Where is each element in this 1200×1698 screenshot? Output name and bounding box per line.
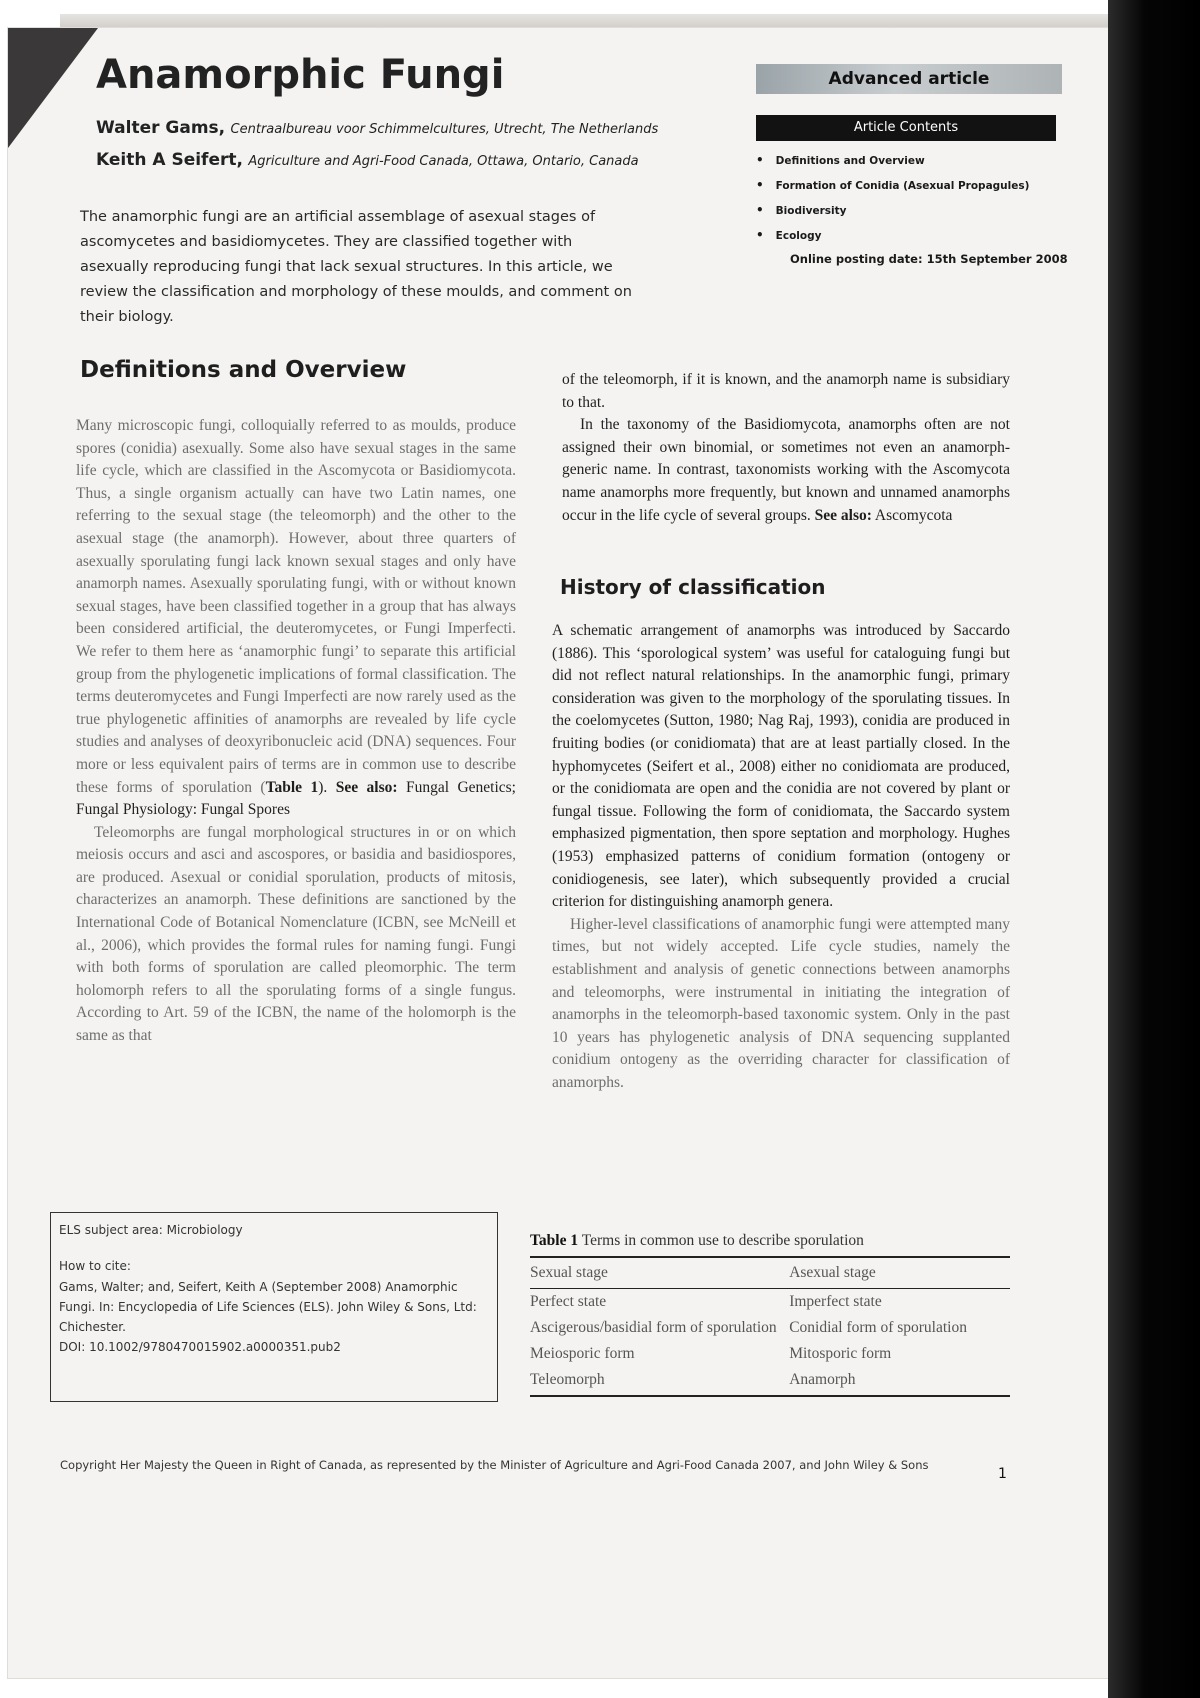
table-cell: Ascigerous/basidial form of sporulation	[530, 1319, 777, 1336]
table-cell: Perfect state	[530, 1293, 607, 1310]
page-number: 1	[998, 1466, 1007, 1482]
table-cell: Conidial form of sporulation	[789, 1319, 967, 1336]
paragraph	[76, 415, 516, 822]
author-affiliation: Centraalbureau voor Schimmelcultures, Utrecht, The Netherlands	[230, 122, 659, 137]
table-cell: Anamorph	[789, 1367, 1010, 1396]
table-ref-link[interactable]: Table 1	[265, 778, 319, 796]
banner-label: Advanced article	[828, 69, 990, 89]
online-posting-date	[790, 252, 1068, 266]
table-cell: Teleomorph	[530, 1367, 789, 1396]
contents-item[interactable]: • Biodiversity	[756, 198, 1029, 223]
see-also-label: See also:	[814, 506, 872, 524]
table-row	[530, 1367, 1010, 1396]
contents-item[interactable]: • Formation of Conidia (Asexual Propagules)	[756, 173, 1029, 198]
column-header: Sexual stage	[530, 1257, 789, 1289]
sporulation-table	[530, 1256, 1010, 1397]
advanced-article-banner	[756, 64, 1062, 94]
paragraph: Teleomorphs are fungal morphological structures in or on which meiosis occurs and asci and ascospores, or basidia and basidiospores, are produced. Asexual or conidial sporulation, products of mitosis, characterizes an anamorph. These definitions are sanctioned by the International Code of Botanical Nomenclature (ICBN, see McNeill et al., 2006), which provides the formal rules for naming fungi. Fungi with both forms of sporulation are called pleomorphic. The term holomorph refers to all the sporulating forms of a single fungus. According to Art. 59 of the ICBN, the name of the holomorph is the same as that	[76, 823, 516, 1045]
see-also-label: See also:	[335, 778, 398, 796]
article-contents-header: Article Contents	[756, 115, 1056, 141]
table-row	[530, 1315, 1010, 1341]
author-affiliation: Agriculture and Agri-Food Canada, Ottawa, Ontario, Canada	[248, 154, 639, 169]
author-line	[96, 150, 639, 170]
table-caption	[530, 1232, 1010, 1250]
paragraph	[562, 414, 1010, 527]
citation-box	[50, 1212, 498, 1402]
table-header-row	[530, 1257, 1010, 1289]
section-heading-history: History of classification	[560, 575, 826, 599]
history-column	[552, 620, 1010, 1094]
abstract: The anamorphic fungi are an artificial assemblage of asexual stages of ascomycetes and basidiomycetes. They are classified together with asexually reproducing fungi that lack sexual structures. In this article, we review the classification and morphology of these moulds, and comment on their biology.	[80, 209, 632, 325]
table-cell: Mitosporic form	[789, 1345, 892, 1362]
table-row	[530, 1289, 1010, 1316]
column-header: Asexual stage	[789, 1257, 1010, 1289]
paragraph-text: Many microscopic fungi, colloquially referred to as moulds, produce spores (conidia) asexually. Some also have sexual stages in the same life cycle, which are classified in the Ascomycota or Basidiomycota. Thus, a single organism actually can have two Latin names, one referring to the sexual stage (the teleomorph) and the other to the asexual stage (the anamorph). However, about three quarters of asexually sporulating fungi lack known sexual stages and only have anamorph names. Asexually sporulating fungi, with or without known sexual stages, have been classified together in a group that has always been considered artificial, the deuteromycetes, or Fungi Imperfecti. We refer to them here as ‘anamorphic fungi’ to separate this artificial group from the phylogenetic implications of formal classification. The terms deuteromycetes and Fungi Imperfecti are now rarely used as the true phylogenetic affinities of anamorphs are revealed by life cycle studies and analyses of deoxyribonucleic acid (DNA) sequences. Four more or less equivalent pairs of terms are in common use to describe these forms of sporulation (	[76, 417, 516, 796]
author-name: Keith A Seifert,	[96, 150, 243, 170]
folded-corner-shadow	[8, 28, 98, 148]
author-name: Walter Gams,	[96, 118, 226, 138]
table-1	[530, 1232, 1010, 1397]
paragraph: of the teleomorph, if it is known, and the anamorph name is subsidiary to that.	[562, 371, 1010, 411]
article-title: Anamorphic Fungi	[96, 52, 505, 98]
paragraph: Higher-level classifications of anamorphic fungi were attempted many times, but not widely accepted. Life cycle studies, namely the establishment and analysis of genetic connections between anamorphs and teleomorphs, were instrumental in initiating the integration of anamorphs in the teleomorph-based taxonomic system. Only in the past 10 years has phylogenetic analysis of DNA sequencing supplanted conidium ontogeny as the overriding character for classification of anamorphs.	[552, 915, 1010, 1091]
copyright-notice: Copyright Her Majesty the Queen in Right of Canada, as represented by the Minister of Agriculture and Agri-Food Canada 2007, and John Wiley & Sons	[60, 1458, 929, 1472]
how-to-cite-label: How to cite:	[59, 1259, 131, 1273]
paragraph-text: In the taxonomy of the Basidiomycota, anamorphs often are not assigned their own binomial, or sometimes not even an anamorph-generic name. In contrast, taxonomists working with the Ascomycota name anamorphs more frequently, but known and unnamed anamorphs occur in the life cycle of several groups.	[562, 416, 1010, 524]
left-column	[76, 415, 516, 1048]
table-cell: Meiosporic form	[530, 1345, 635, 1362]
background-edge	[1108, 0, 1200, 1698]
contents-item[interactable]: • Definitions and Overview	[756, 148, 1029, 173]
table-cell: Imperfect state	[789, 1293, 882, 1310]
section-heading-definitions: Definitions and Overview	[80, 357, 407, 383]
see-also-links[interactable]: Fungal Genetics; Fungal Physiology: Fungal Spores	[76, 778, 516, 819]
table-number: Table 1	[530, 1232, 579, 1249]
doi-text[interactable]: DOI: 10.1002/9780470015902.a0000351.pub2	[59, 1340, 341, 1354]
paragraph: A schematic arrangement of anamorphs was introduced by Saccardo (1886). This ‘sporological system’ was useful for cataloguing fungi but did not reflect natural relationships. In the anamorphic fungi, primary consideration was given to the morphology of the sporulating tissues. In the coelomycetes (Sutton, 1980; Nag Raj, 1993), conidia are produced in fruiting bodies (or conidiomata) that are at least partially closed. In the hyphomycetes (Seifert et al., 2008) either no conidiomata are produced, or the conidiomata are open and the conidia are not covered by plant or fungal tissue. Following the form of conidiomata, the Saccardo system emphasized pigmentation, then spore septation and morphology. Hughes (1953) emphasized patterns of conidium formation (ontogeny or conidiogenesis, see later), which subsequently provided a crucial criterion for distinguishing anamorph genera.	[552, 622, 1010, 911]
posting-label: Online posting date:	[790, 252, 923, 266]
author-line	[96, 118, 658, 138]
subject-area: ELS subject area: Microbiology	[59, 1223, 243, 1237]
table-row	[530, 1341, 1010, 1367]
right-column	[562, 369, 1010, 527]
paragraph-text: ).	[318, 778, 336, 796]
article-contents-list	[756, 148, 1029, 248]
see-also-links[interactable]: Ascomycota	[871, 506, 953, 524]
citation-text: Gams, Walter; and, Seifert, Keith A (September 2008) Anamorphic Fungi. In: Encyclopedia of Life Sciences (ELS). John Wiley & Sons, Ltd: Chichester.	[59, 1280, 477, 1334]
contents-item[interactable]: • Ecology	[756, 223, 1029, 248]
table-title: Terms in common use to describe sporulation	[581, 1232, 864, 1249]
posting-date: 15th September 2008	[926, 252, 1068, 266]
